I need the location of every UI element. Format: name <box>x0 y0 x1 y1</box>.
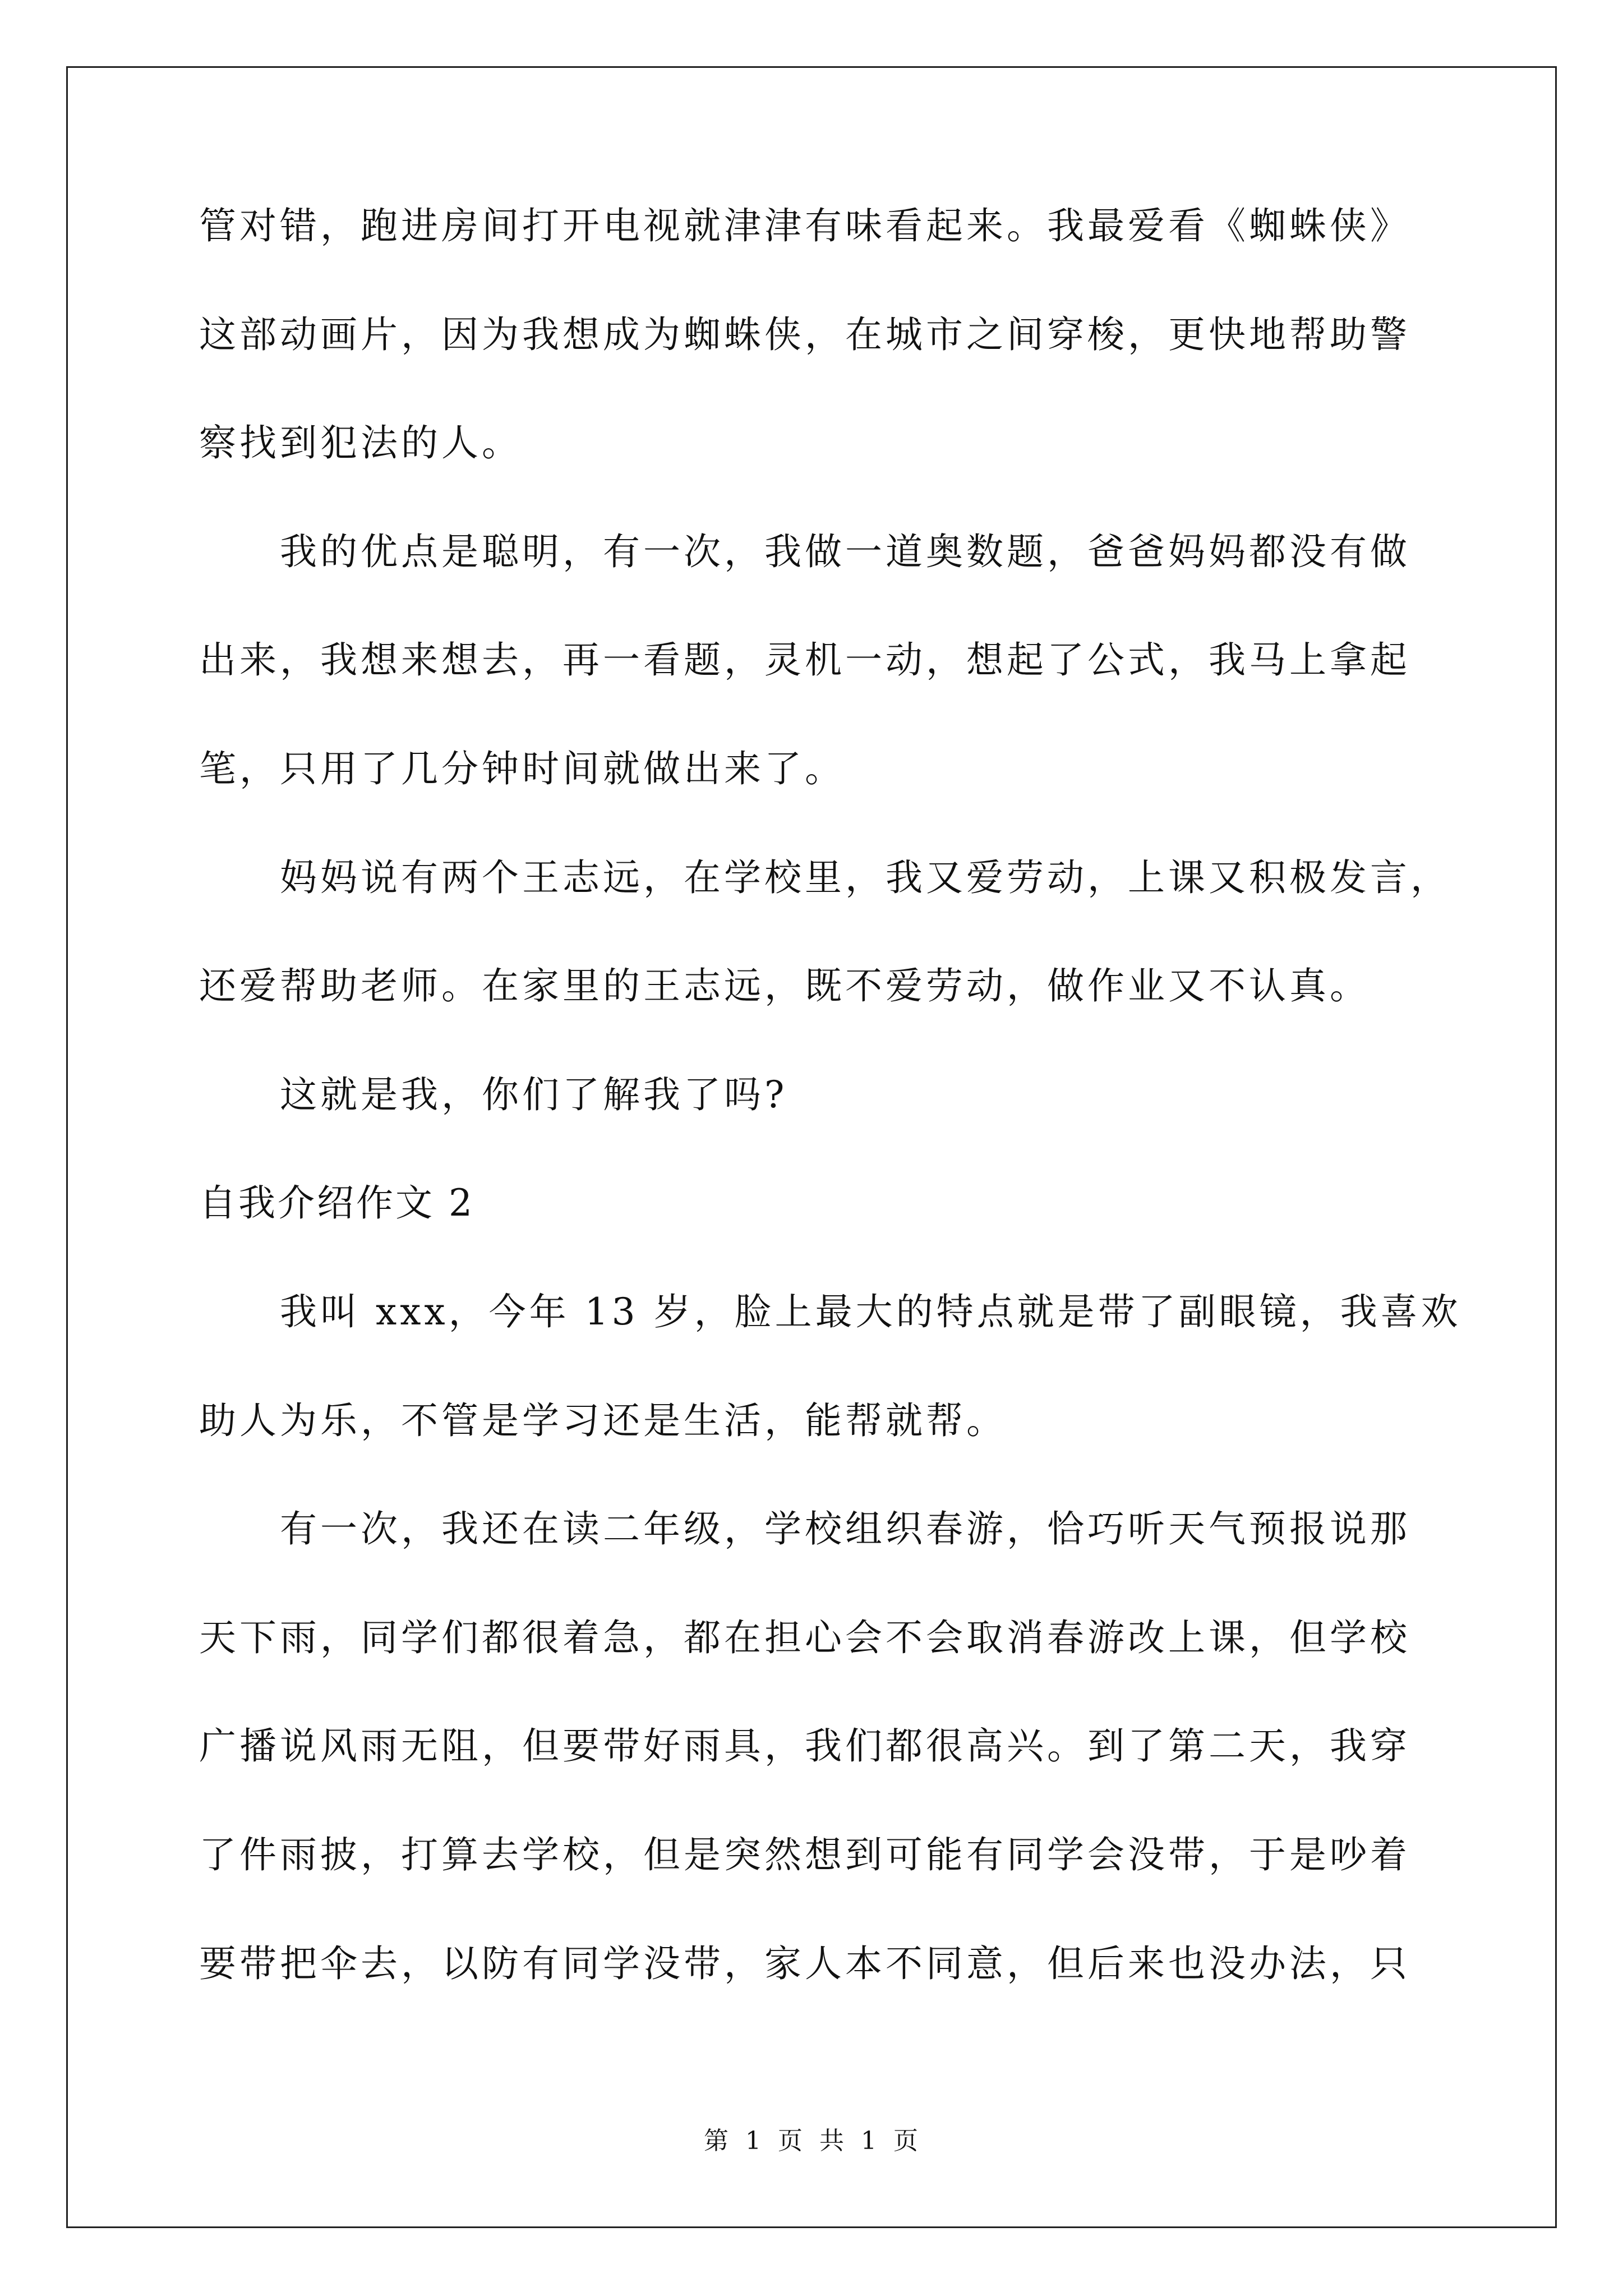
text-line: 笔，只用了几分钟时间就做出来了。 <box>199 747 845 790</box>
text-line: 这部动画片，因为我想成为蜘蛛侠，在城市之间穿梭，更快地帮助警 <box>199 312 1410 356</box>
text-line: 要带把伞去，以防有同学没带，家人本不同意，但后来也没办法，只 <box>199 1941 1410 1985</box>
paragraph-start-line: 有一次，我还在读二年级，学校组织春游，恰巧听天气预报说那 <box>280 1507 1410 1551</box>
text-line: 广播说风雨无阻，但要带好雨具，我们都很高兴。到了第二天，我穿 <box>199 1724 1410 1768</box>
text-line: 还爱帮助老师。在家里的王志远，既不爱劳动，做作业又不认真。 <box>199 964 1370 1008</box>
page-footer: 第 1 页 共 1 页 <box>704 2127 919 2155</box>
paragraph-start-line: 我的优点是聪明，有一次，我做一道奥数题，爸爸妈妈都没有做 <box>280 530 1410 573</box>
text-line: 出来，我想来想去，再一看题，灵机一动，想起了公式，我马上拿起 <box>199 638 1410 682</box>
text-line: 了件雨披，打算去学校，但是突然想到可能有同学会没带，于是吵着 <box>199 1833 1410 1876</box>
text-line: 助人为乐，不管是学习还是生活，能帮就帮。 <box>199 1398 1007 1442</box>
section-heading: 自我介绍作文 2 <box>199 1181 474 1225</box>
text-line: 管对错，跑进房间打开电视就津津有味看起来。我最爱看《蜘蛛侠》 <box>199 204 1410 247</box>
paragraph-start-line: 我叫 xxx，今年 13 岁，脸上最大的特点就是带了副眼镜，我喜欢 <box>280 1290 1461 1333</box>
text-line: 察找到犯法的人。 <box>199 421 522 465</box>
paragraph-start-line: 妈妈说有两个王志远，在学校里，我又爱劳动，上课又积极发言， <box>280 855 1451 899</box>
text-line: 天下雨，同学们都很着急，都在担心会不会取消春游改上课，但学校 <box>199 1616 1410 1659</box>
document-body <box>199 204 1461 2054</box>
paragraph-start-line: 这就是我，你们了解我了吗? <box>280 1073 788 1116</box>
